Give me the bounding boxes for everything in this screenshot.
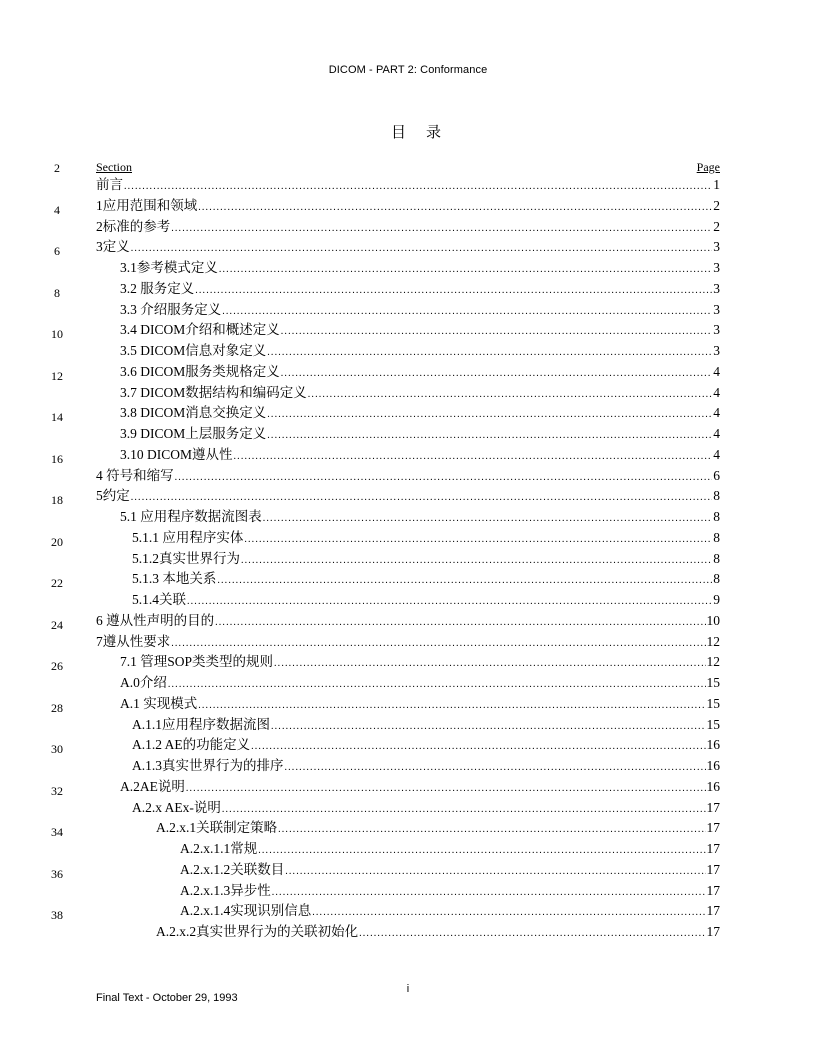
dot-leader: [251, 737, 705, 758]
line-number: 10: [51, 327, 63, 341]
toc-entry[interactable]: [96, 673, 720, 694]
toc-entry[interactable]: [96, 756, 720, 777]
toc-entry-page: 16: [706, 778, 720, 794]
toc-entry[interactable]: [96, 715, 720, 736]
toc-entry[interactable]: [96, 922, 720, 943]
toc-entry[interactable]: [96, 569, 720, 590]
toc-entry[interactable]: [96, 507, 720, 528]
dot-leader: [241, 551, 712, 572]
toc-entry[interactable]: [96, 652, 720, 673]
toc-entry-page: 17: [706, 841, 720, 856]
toc-entry-title: A.1 实现模式: [120, 695, 198, 711]
line-number: 2: [54, 161, 60, 175]
line-number: 12: [51, 368, 63, 383]
dot-leader: [222, 800, 706, 821]
toc-entry-title: 3.7 DICOM数据结构和编码定义: [120, 384, 307, 400]
toc-entry[interactable]: [96, 175, 720, 196]
toc-entry-page: 4: [713, 446, 720, 462]
toc-entry-title: A.2.x.1.2关联数目: [180, 861, 285, 877]
toc-column-header: [96, 158, 720, 176]
toc-entry-title: A.0介绍: [120, 675, 167, 690]
toc-entry[interactable]: [96, 279, 720, 300]
toc-entry[interactable]: [96, 818, 720, 839]
toc-entry-title: A.1.3真实世界行为的排序: [132, 758, 284, 773]
toc-entry-title: 5.1.2真实世界行为: [132, 550, 240, 566]
toc-entry[interactable]: [96, 466, 720, 487]
toc-entry-page: 3: [713, 260, 720, 275]
toc-entry-page: 12: [706, 654, 720, 670]
toc-entry-page: 8: [713, 488, 720, 504]
line-number: 32: [51, 783, 63, 798]
toc-entry-title: A.2.x.2真实世界行为的关联初始化: [156, 924, 359, 939]
toc-entry-page: 9: [713, 592, 720, 607]
toc-entry-page: 8: [713, 550, 720, 566]
toc-entry[interactable]: [96, 486, 720, 507]
toc-entry-title: A.1.1应用程序数据流图: [132, 716, 270, 732]
toc-entry-title: 7遵从性要求: [96, 633, 171, 649]
toc-entry-title: 2标准的参考: [96, 218, 171, 234]
dot-leader: [308, 385, 712, 406]
toc-entry-title: A.2.x.1.3异步性: [180, 882, 271, 898]
line-number: 30: [51, 742, 63, 756]
dot-leader: [312, 903, 705, 924]
page-column-label: Page: [696, 160, 720, 174]
toc-entry[interactable]: [96, 341, 720, 362]
dot-leader: [281, 364, 712, 385]
dot-leader: [234, 447, 713, 468]
line-number: 20: [51, 534, 63, 549]
line-number: 38: [51, 908, 63, 922]
toc-entry-title: 3定义: [96, 239, 130, 255]
toc-entry-page: 8: [713, 571, 720, 587]
toc-entry-page: 15: [706, 675, 720, 690]
dot-leader: [281, 322, 712, 343]
line-number: 28: [51, 700, 63, 715]
toc-entry[interactable]: [96, 839, 720, 860]
dot-leader: [215, 613, 705, 634]
toc-entry-page: 15: [706, 716, 720, 732]
toc-entry-title: 3.8 DICOM消息交换定义: [120, 405, 267, 421]
toc-entry-title: 5.1.3 本地关系: [132, 571, 217, 587]
toc-entry-title: 1应用范围和领域: [96, 197, 198, 213]
dot-leader: [198, 696, 705, 717]
dot-leader: [244, 530, 712, 551]
line-number: 22: [51, 576, 63, 590]
toc-entry[interactable]: [96, 196, 720, 217]
toc-entry-page: 16: [706, 737, 720, 753]
toc-entry-page: 16: [706, 758, 720, 773]
dot-leader: [263, 509, 713, 530]
dot-leader: [267, 343, 712, 364]
dot-leader: [274, 654, 705, 675]
toc-entry-title: 3.9 DICOM上层服务定义: [120, 426, 267, 441]
toc-entry-page: 3: [713, 343, 720, 358]
dot-leader: [171, 219, 712, 240]
toc-title-char: 目: [390, 125, 406, 141]
toc-entry-title: A.2AE说明: [120, 778, 185, 794]
toc-entry-title: 3.10 DICOM遵从性: [120, 446, 233, 462]
toc-entry-page: 1: [713, 177, 720, 192]
toc-entry-page: 4: [713, 384, 720, 400]
toc-entry-page: 6: [713, 467, 720, 483]
dot-leader: [131, 488, 713, 509]
toc-entry[interactable]: [96, 445, 720, 466]
toc-entry-page: 17: [706, 903, 720, 919]
dot-leader: [285, 758, 706, 779]
toc-entry-title: 3.1参考模式定义: [120, 260, 218, 275]
toc-entry[interactable]: [96, 549, 720, 570]
toc-entry[interactable]: [96, 424, 720, 445]
toc-entry[interactable]: [96, 632, 720, 653]
toc-entry[interactable]: [96, 901, 720, 922]
dot-leader: [175, 468, 713, 489]
toc-entry-page: 8: [713, 509, 720, 524]
line-number: 6: [54, 244, 60, 258]
toc-entry-title: 5.1.4关联: [132, 592, 186, 607]
toc-entry-page: 4: [713, 426, 720, 441]
line-number: 16: [51, 451, 63, 466]
toc-entry-title: A.1.2 AE的功能定义: [132, 737, 251, 753]
dot-leader: [359, 924, 705, 945]
dot-leader: [186, 779, 706, 800]
dot-leader: [198, 198, 712, 219]
line-number: 8: [54, 285, 60, 300]
toc-entry[interactable]: [96, 237, 720, 258]
toc-entry-page: 17: [706, 924, 720, 939]
toc-entry-title: A.2.x.1.1常规: [180, 841, 258, 856]
toc-entry-title: 5约定: [96, 488, 130, 504]
toc-entry[interactable]: [96, 362, 720, 383]
toc-entry[interactable]: [96, 528, 720, 549]
line-number: 36: [51, 866, 63, 881]
line-number: 14: [51, 410, 63, 424]
toc-entry-page: 2: [713, 197, 720, 213]
toc-entry[interactable]: [96, 300, 720, 321]
toc-entry[interactable]: [96, 383, 720, 404]
toc-entry-page: 12: [706, 633, 720, 649]
toc-entry[interactable]: [96, 777, 720, 798]
toc-entry[interactable]: [96, 258, 720, 279]
dot-leader: [124, 177, 712, 198]
line-number: 26: [51, 659, 63, 673]
toc-entry-title: 3.4 DICOM介绍和概述定义: [120, 322, 280, 338]
toc-entry-page: 17: [706, 820, 720, 836]
toc-entry-title: 5.1 应用程序数据流图表: [120, 509, 262, 524]
toc-entry[interactable]: [96, 798, 720, 819]
dot-leader: [258, 841, 705, 862]
dot-leader: [285, 862, 705, 883]
toc-entry-page: 8: [713, 529, 720, 545]
toc-entry-page: 3: [713, 239, 720, 255]
dot-leader: [131, 239, 713, 260]
toc-entry-page: 15: [706, 695, 720, 711]
toc-list: [96, 175, 720, 943]
toc-entry-title: 3.2 服务定义: [120, 280, 195, 296]
dot-leader: [222, 302, 712, 323]
toc-entry-page: 17: [706, 799, 720, 815]
toc-entry-title: 3.3 介绍服务定义: [120, 301, 222, 317]
line-number: 24: [51, 617, 63, 632]
toc-title-char: 录: [426, 125, 442, 141]
dot-leader: [217, 571, 712, 592]
toc-entry-page: 3: [713, 322, 720, 338]
toc-entry-page: 3: [713, 301, 720, 317]
toc-entry[interactable]: [96, 320, 720, 341]
toc-entry-title: A.2.x.1关联制定策略: [156, 820, 278, 836]
toc-entry-title: 6 遵从性声明的目的: [96, 612, 215, 628]
dot-leader: [267, 405, 712, 426]
toc-title: [0, 121, 816, 142]
toc-entry-title: 7.1 管理SOP类类型的规则: [120, 654, 274, 670]
toc-entry-title: A.2.x.1.4实现识别信息: [180, 903, 312, 919]
toc-entry[interactable]: [96, 694, 720, 715]
toc-entry[interactable]: [96, 735, 720, 756]
toc-entry[interactable]: [96, 860, 720, 881]
toc-entry-page: 4: [713, 405, 720, 421]
toc-entry-title: 4 符号和缩写: [96, 467, 174, 483]
toc-entry-page: 17: [706, 861, 720, 877]
running-header: DICOM - PART 2: Conformance: [328, 64, 488, 76]
toc-entry-title: 前言: [96, 177, 123, 192]
dot-leader: [168, 675, 706, 696]
footer-text: Final Text - October 29, 1993: [96, 992, 238, 1004]
toc-entry-page: 10: [706, 612, 720, 628]
toc-entry-title: 5.1.1 应用程序实体: [132, 529, 244, 545]
toc-entry[interactable]: [96, 611, 720, 632]
dot-leader: [219, 260, 712, 281]
toc-entry[interactable]: [96, 881, 720, 902]
line-number: 34: [51, 825, 63, 839]
toc-entry[interactable]: [96, 590, 720, 611]
toc-entry[interactable]: [96, 217, 720, 238]
toc-entry-page: 4: [713, 363, 720, 379]
toc-entry-title: 3.6 DICOM服务类规格定义: [120, 363, 280, 379]
dot-leader: [272, 883, 706, 904]
toc-entry-page: 3: [713, 280, 720, 296]
dot-leader: [171, 634, 705, 655]
toc-entry[interactable]: [96, 403, 720, 424]
toc-entry-page: 2: [713, 218, 720, 234]
dot-leader: [278, 820, 705, 841]
dot-leader: [271, 717, 706, 738]
dot-leader: [195, 281, 712, 302]
toc-entry-page: 17: [706, 882, 720, 898]
page-number: i: [406, 983, 410, 995]
line-number: 4: [54, 202, 60, 217]
line-number: 18: [51, 493, 63, 507]
toc-entry-title: A.2.x AEx-说明: [132, 799, 221, 815]
dot-leader: [187, 592, 712, 613]
section-column-label: Section: [96, 160, 132, 174]
toc-entry-title: 3.5 DICOM信息对象定义: [120, 343, 267, 358]
dot-leader: [267, 426, 712, 447]
